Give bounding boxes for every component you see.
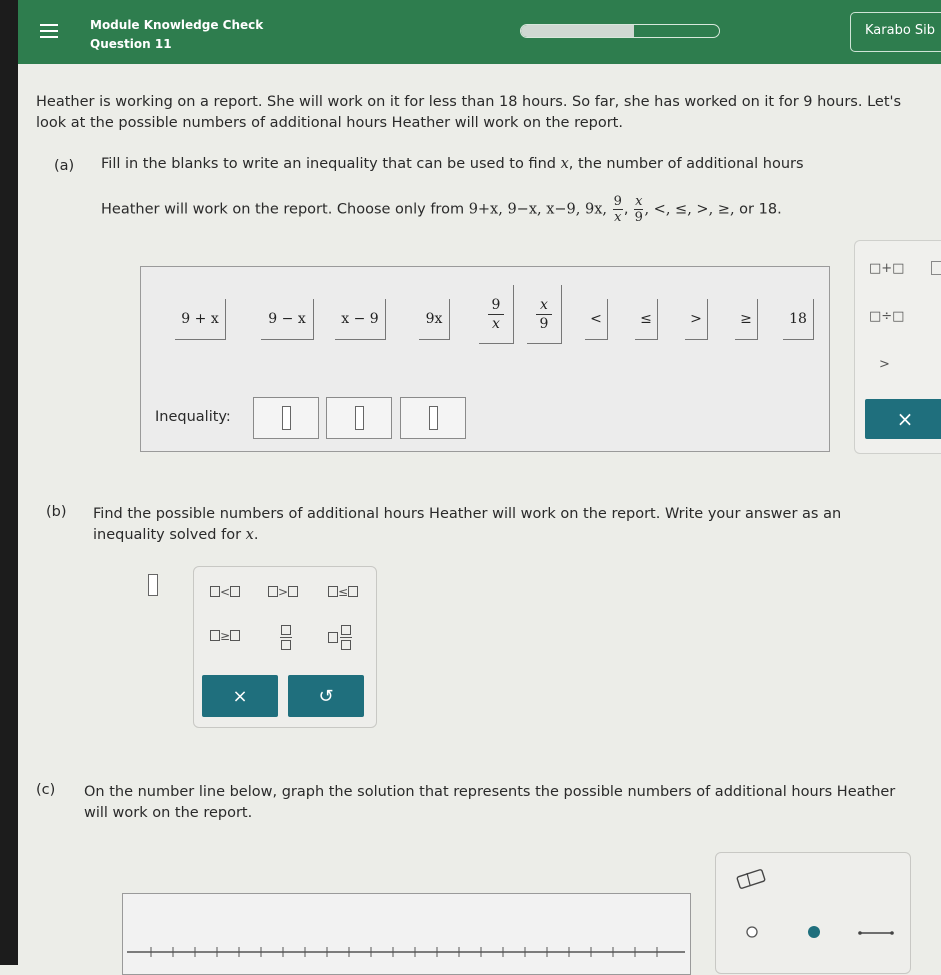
partial-toolbar-button[interactable]: [931, 261, 941, 275]
graph-toolbar: [715, 852, 911, 974]
inequality-slot-1[interactable]: [253, 397, 319, 439]
empty-slot-marker: [355, 406, 364, 430]
eraser-icon[interactable]: [737, 869, 765, 888]
user-menu-button[interactable]: [850, 12, 941, 52]
fraction-denominator: 9: [634, 210, 643, 225]
progress-bar: [520, 24, 720, 38]
progress-bar-fill: [521, 25, 634, 37]
tile-9-plus-x[interactable]: 9 + x: [175, 299, 226, 340]
part-b-text: Find the possible numbers of additional hours Heather will work on the report. Write your answer as an inequality solved for: [93, 506, 842, 543]
number-line-area[interactable]: [122, 893, 691, 975]
mixed-number-template-button[interactable]: [328, 625, 352, 650]
variable-x: x: [560, 156, 569, 172]
problem-intro: Heather is working on a report. She will work on it for less than 18 hours. So far, she has worked on it for 9 hours. Let's look at the possible numbers of additional hours Heather will work on the report.: [36, 94, 902, 131]
variable-x: x: [245, 527, 254, 543]
inequality-slot-3[interactable]: [400, 397, 466, 439]
question-label: Question 11: [90, 37, 172, 51]
screen-bezel: [0, 0, 18, 965]
tile-9x[interactable]: 9x: [419, 299, 450, 340]
tile-greater-or-equal[interactable]: ≥: [735, 299, 758, 340]
part-a-text: Fill in the blanks to write an inequality that can be used to find: [101, 156, 561, 172]
less-or-equal-template-button[interactable]: [328, 585, 358, 599]
choice-fraction-x-over-9: [634, 194, 643, 225]
fraction-numerator: 9: [488, 296, 505, 315]
tile-9-minus-x[interactable]: 9 − x: [261, 299, 314, 340]
symbol: ≥: [220, 629, 231, 643]
symbol: <: [220, 585, 231, 599]
inequality-label: Inequality:: [155, 409, 231, 425]
part-b-instructions: [93, 504, 903, 546]
tile-greater-than[interactable]: >: [685, 299, 708, 340]
part-c-instructions: On the number line below, graph the solution that represents the possible numbers of additional hours Heather will work on the report.: [84, 784, 896, 821]
greater-or-equal-template-button[interactable]: [210, 629, 240, 643]
part-a-text: Heather will work on the report. Choose only from: [101, 201, 469, 218]
symbol: >: [278, 585, 289, 599]
part-b-text: .: [253, 527, 259, 543]
user-name: Karabo Sib: [865, 23, 936, 38]
fraction-numerator: 9: [613, 194, 622, 209]
empty-slot-marker: [429, 406, 438, 430]
choices-symbols: , <, ≤, >, ≥,: [644, 201, 740, 218]
closed-circle-icon[interactable]: [808, 926, 820, 938]
tile-less-or-equal[interactable]: ≤: [635, 299, 658, 340]
choice-fraction-9-over-x: [613, 194, 623, 225]
fraction-numerator: x: [536, 296, 552, 315]
app-header: [18, 0, 941, 64]
tile-18[interactable]: 18: [783, 299, 814, 340]
part-a-text: , the number of additional hours: [568, 156, 804, 172]
empty-slot-marker: [282, 406, 291, 430]
ray-icon[interactable]: [858, 931, 894, 935]
undo-button[interactable]: ↺: [288, 675, 364, 717]
plus-template-button[interactable]: □+□: [869, 261, 905, 276]
tile-x-minus-9[interactable]: x − 9: [335, 299, 386, 340]
choices-or: or 18.: [739, 201, 782, 218]
fraction-denominator: 9: [539, 315, 549, 332]
inequality-slot-2[interactable]: [326, 397, 392, 439]
part-a-instructions-line2: Heather will work on the report. Choose only from 9+x, 9−x, x−9, 9x, $\frac{9}{x}$ , $\frac{x}{9}$ , <, ≤, >, ≥, or 18.: [101, 194, 782, 225]
clear-button[interactable]: ×: [865, 399, 941, 439]
tile-less-than[interactable]: <: [585, 299, 608, 340]
choices-list: 9+x, 9−x, x−9, 9x,: [468, 201, 608, 218]
answer-input[interactable]: [148, 574, 158, 596]
less-than-template-button[interactable]: [210, 585, 240, 599]
part-c-label: (c): [36, 782, 56, 798]
fraction-denominator: x: [492, 315, 500, 332]
part-b-label: (b): [46, 504, 67, 520]
menu-icon[interactable]: [40, 24, 58, 38]
part-a-label: (a): [54, 158, 75, 174]
math-toolbar-a: [854, 240, 941, 454]
clear-answer-button[interactable]: ×: [202, 675, 278, 717]
part-a-instructions-line1: [101, 156, 804, 172]
tile-workspace: [140, 266, 830, 452]
fraction-numerator: x: [635, 194, 643, 209]
open-circle-icon[interactable]: [747, 927, 757, 937]
math-toolbar-b: [193, 566, 377, 728]
fraction-template-button[interactable]: [280, 625, 292, 650]
module-title: Module Knowledge Check: [90, 18, 264, 32]
divide-template-button[interactable]: □÷□: [869, 309, 905, 324]
symbol: ≤: [338, 585, 349, 599]
tile-9-over-x[interactable]: [479, 285, 514, 344]
greater-than-template-button[interactable]: [268, 585, 298, 599]
fraction-denominator: x: [614, 210, 622, 225]
tile-x-over-9[interactable]: [527, 285, 562, 344]
greater-than-button[interactable]: >: [879, 357, 890, 372]
number-line: [123, 894, 690, 974]
